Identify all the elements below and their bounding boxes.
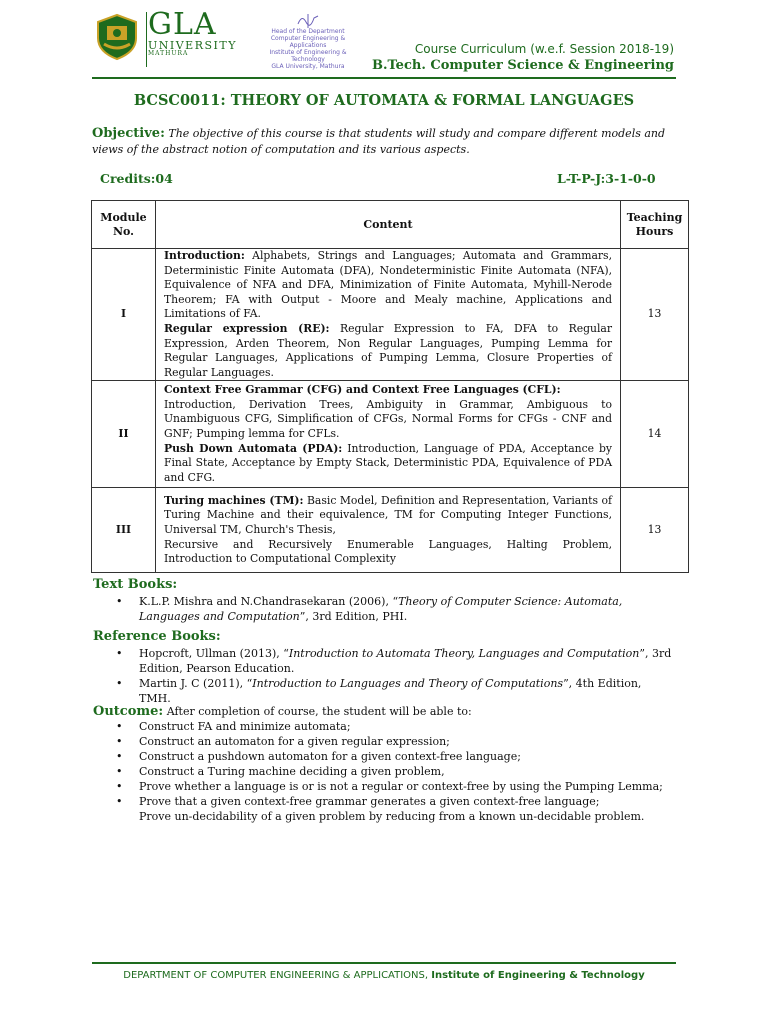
section-text: Alphabets, Strings and Languages; Automata and Grammars, Deterministic Finite Automata (DFA), Nondeterministic Finite Automata (NFA), Equivalence of NFA and DFA, Minimization of Finite Automata, Myhill-Nerode Theorem; FA with Output - Moore and Mealy machine, Applications and Limitations of FA. [163, 249, 613, 321]
curriculum-session: Course Curriculum (w.e.f. Session 2018-19) [414, 42, 674, 56]
list-item [93, 749, 676, 764]
module-number: II [92, 381, 156, 488]
outcome-item: Prove that a given context-free grammar generates a given context-free language; [139, 795, 600, 808]
stamp-line3: Institute of Engineering & Technology [269, 49, 347, 63]
bullet-icon: • [116, 720, 123, 733]
section-heading: Regular expression (RE): [163, 321, 330, 335]
footer-rule [92, 962, 676, 964]
bullet-icon: • [116, 647, 123, 660]
table-row [92, 488, 689, 573]
stamp-line1: Head of the Department [271, 28, 345, 35]
book-title: Theory of Computer Science: Automata, Languages and Computation [139, 595, 623, 623]
stamp-line2: Computer Engineering & Applications [270, 35, 346, 49]
logo-gla: GLA [148, 7, 217, 42]
bullet-icon: • [116, 677, 123, 690]
outcome-intro-line [93, 704, 676, 719]
section-text: Introduction, Derivation Trees, Ambiguity in Grammar, Ambiguous to Unambiguous CFG, Simplification of CFGs, Normal Forms for CFGs - CNF and GNF; Pumping lemma for CFLs. [163, 397, 613, 441]
section-text: Regular Expression to FA, DFA to Regular Expression, Arden Theorem, Non Regular Languages, Pumping Lemma for Regular Languages, Applications of Pumping Lemma, Closure Properties of Regular Languages. [163, 321, 613, 379]
bullet-icon: • [116, 780, 123, 793]
section-heading: Turing machines (TM): [163, 493, 304, 507]
outcome-item: Prove whether a language is or is not a regular or context-free by using the Pumping Lemma; [139, 780, 663, 793]
bullet-icon: • [116, 735, 123, 748]
content-header: Content [155, 201, 620, 249]
list-item [93, 764, 676, 779]
section-heading: Context Free Grammar (CFG) and Context Free Languages (CFL): [163, 383, 561, 397]
bullet-icon: • [116, 795, 123, 808]
logo-divider [146, 12, 147, 67]
module-number: I [92, 249, 156, 381]
teaching-hours: 14 [621, 381, 689, 488]
university-crest-logo [92, 12, 142, 62]
module-header-line1: Module [100, 210, 147, 224]
table-row [92, 249, 689, 381]
module-content [155, 249, 620, 381]
book-title: Introduction to Automata Theory, Languages and Computation [288, 647, 640, 660]
crest-icon [92, 12, 142, 62]
outcome-item: Construct FA and minimize automata; [139, 720, 351, 733]
ltpj: L-T-P-J:3-1-0-0 [557, 171, 656, 186]
book-post: ”, 3rd Edition, PHI. [299, 610, 408, 623]
table-header-row [92, 201, 689, 249]
outcome-item: Construct a pushdown automaton for a given context-free language; [139, 750, 521, 763]
bullet-icon: • [116, 750, 123, 763]
course-title: BCSC0011: THEORY OF AUTOMATA & FORMAL LANGUAGES [133, 92, 635, 109]
footer-institute: Institute of Engineering & Technology [431, 970, 645, 981]
reference-books-list [93, 646, 676, 706]
section-heading: Introduction: [163, 249, 245, 262]
list-item [93, 734, 676, 749]
stamp-line4: GLA University, Mathura [271, 63, 345, 70]
book-pre: Hopcroft, Ullman (2013), “ [139, 647, 289, 660]
outcome-section [93, 704, 676, 824]
module-header [92, 201, 156, 249]
footer-dept: DEPARTMENT OF COMPUTER ENGINEERING & APPLICATIONS, [123, 970, 432, 981]
hours-header-line1: Teaching [626, 210, 683, 224]
outcome-item: Prove un-decidability of a given problem by reducing from a known un-decidable problem. [139, 810, 645, 823]
outcome-label: Outcome: [93, 704, 164, 719]
text-books-heading: Text Books: [93, 577, 178, 592]
section-text: Introduction, Language of PDA, Acceptance by Final State, Acceptance by Empty Stack, Deterministic PDA, Equivalence of PDA and CFG. [163, 441, 613, 484]
section-text: Basic Model, Definition and Representation, Variants of Turing Machine and their equivalence, TM for Computing Integer Functions, Universal TM, Church's Thesis, [163, 493, 613, 537]
bullet-icon: • [116, 765, 123, 778]
list-item [93, 719, 676, 734]
list-item-continued [93, 809, 676, 824]
book-post: ”, 3rd Edition, Pearson Education. [139, 647, 672, 675]
hours-header [621, 201, 689, 249]
text-books-list [93, 594, 676, 624]
footer [92, 970, 676, 981]
credits: Credits:04 [100, 171, 173, 186]
section-text: Recursive and Recursively Enumerable Languages, Halting Problem, Introduction to Computational Complexity [163, 537, 613, 566]
book-post: ”, 4th Edition, TMH. [139, 677, 642, 705]
module-content [155, 488, 620, 573]
hod-stamp [252, 14, 364, 70]
signature-icon [296, 14, 320, 28]
section-heading: Push Down Automata (PDA): [163, 441, 343, 455]
list-item [93, 794, 676, 809]
university-wordmark [148, 7, 237, 57]
book-title: Introduction to Languages and Theory of Computations [252, 677, 564, 690]
module-number: III [92, 488, 156, 573]
logo-city: MATHURA [148, 50, 189, 57]
outcome-list [93, 719, 676, 824]
objective-text: The objective of this course is that students will study and compare different models and views of the abstract notion of computation and its various aspects. [92, 127, 666, 156]
list-item [93, 594, 676, 624]
list-item [93, 676, 676, 706]
module-table [91, 200, 689, 573]
objective [92, 126, 676, 158]
hours-header-line2: Hours [635, 224, 674, 238]
logo-university: UNIVERSITY [148, 39, 237, 52]
list-item [93, 646, 676, 676]
outcome-item: Construct a Turing machine deciding a given problem, [139, 765, 445, 778]
bullet-icon: • [116, 595, 123, 608]
program-name: B.Tech. Computer Science & Engineering [371, 58, 674, 73]
table-row [92, 381, 689, 488]
teaching-hours: 13 [621, 488, 689, 573]
header-rule [92, 77, 676, 79]
teaching-hours: 13 [621, 249, 689, 381]
list-item [93, 779, 676, 794]
outcome-item: Construct an automaton for a given regular expression; [139, 735, 450, 748]
objective-label: Objective: [92, 126, 165, 141]
outcome-intro: After completion of course, the student will be able to: [166, 705, 472, 718]
book-pre: K.L.P. Mishra and N.Chandrasekaran (2006), “ [139, 595, 399, 608]
reference-books-heading: Reference Books: [93, 629, 221, 644]
book-pre: Martin J. C (2011), “ [139, 677, 253, 690]
module-content [155, 381, 620, 488]
module-header-line2: No. [112, 224, 134, 238]
